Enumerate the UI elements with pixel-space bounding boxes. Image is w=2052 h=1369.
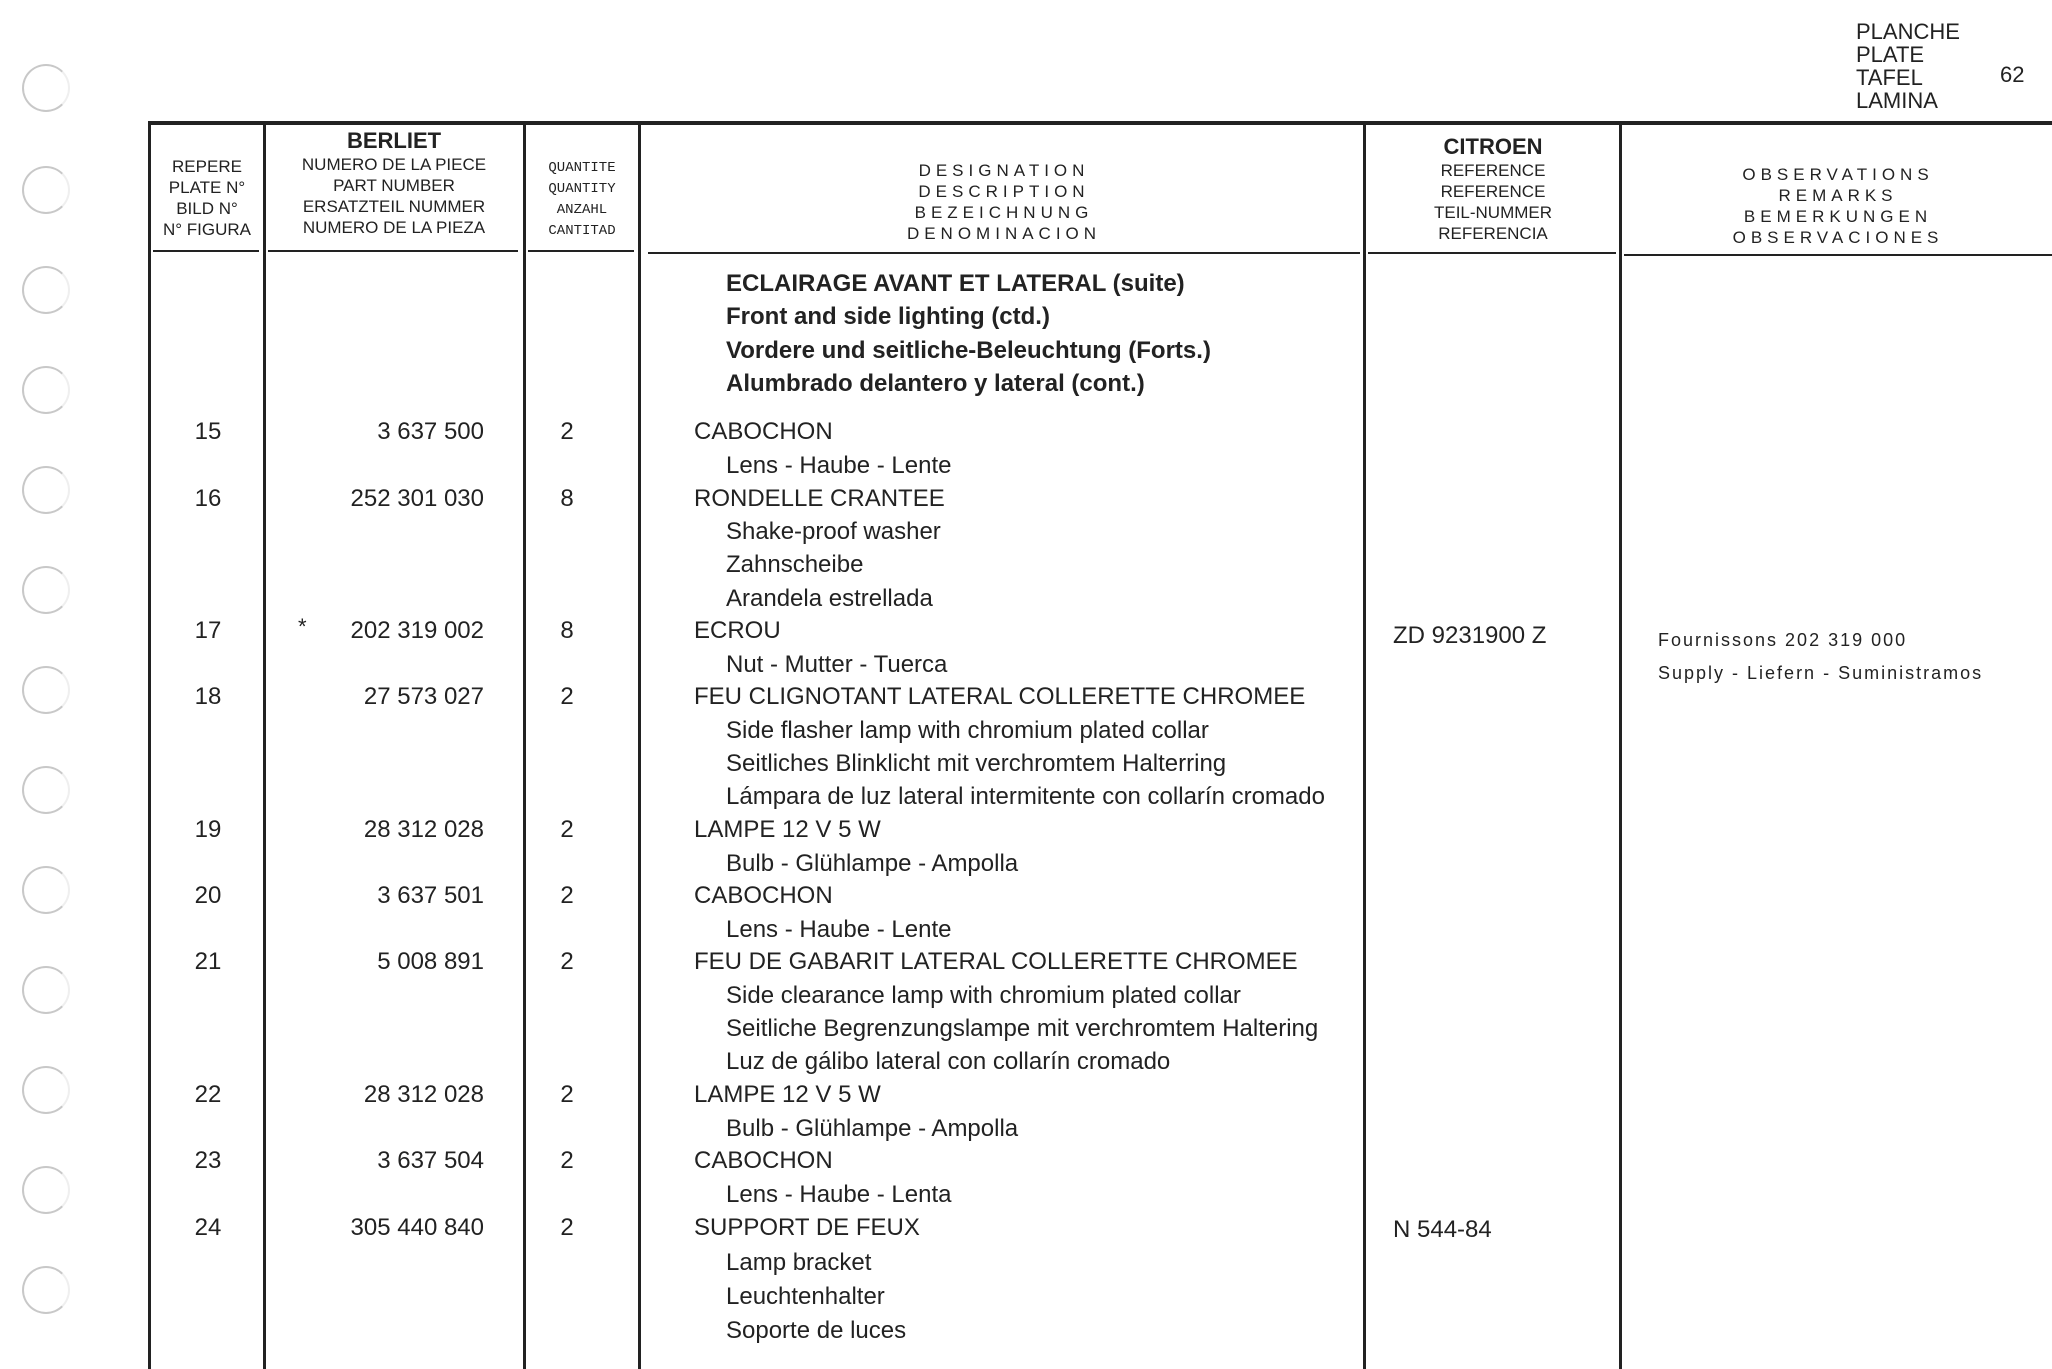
col-rule [638, 121, 641, 1369]
header-text: OBSERVACIONES [1732, 228, 1944, 247]
table-row-translation: Side flasher lamp with chromium plated collar [726, 717, 1209, 744]
table-row-observation: Fournissons 202 319 000 [1658, 630, 1908, 650]
table-row-repere: 23 [194, 1147, 222, 1174]
table-row-designation: RONDELLE CRANTEE [694, 485, 945, 512]
table-row-citroen-ref: ZD 9231900 Z [1393, 622, 1547, 649]
col-rule [523, 121, 526, 1369]
table-row-translation: Leuchtenhalter [726, 1283, 885, 1310]
col-rule [263, 121, 266, 1369]
plate-label-es: LAMINA [1856, 88, 1938, 113]
table-row-designation: SUPPORT DE FEUX [694, 1214, 920, 1241]
table-row-repere: 15 [194, 418, 222, 445]
table-row-translation: Lamp bracket [726, 1249, 872, 1276]
table-row-designation: ECROU [694, 617, 781, 644]
table-row-translation: Lens - Haube - Lente [726, 916, 952, 943]
table-row-part: 28 312 028 [363, 816, 484, 843]
table-row-repere: 18 [194, 683, 222, 710]
table-row-repere: 19 [194, 816, 222, 843]
header-berliet [268, 128, 520, 238]
binder-hole [22, 466, 70, 514]
table-row-translation: Lens - Haube - Lenta [726, 1181, 952, 1208]
table-row-translation: Soporte de luces [726, 1317, 907, 1344]
header-text: PART NUMBER [333, 176, 455, 195]
table-row-citroen-ref: N 544-84 [1393, 1216, 1492, 1243]
table-row-translation: Shake-proof washer [726, 518, 941, 545]
table-row-part: 5 008 891 [377, 948, 484, 975]
binder-hole [22, 666, 70, 714]
section-title-en: Front and side lighting (ctd.) [726, 303, 1050, 330]
header-rule [1368, 252, 1616, 254]
table-row-designation: LAMPE 12 V 5 W [694, 1081, 881, 1108]
table-row-translation: Bulb - Glühlampe - Ampolla [726, 1115, 1019, 1142]
header-rule [268, 250, 518, 252]
table-row-qty: 8 [560, 617, 574, 644]
binder-hole [22, 1166, 70, 1214]
table-row-designation: CABOCHON [694, 418, 833, 445]
col-rule [1619, 121, 1622, 1369]
table-row-translation: Side clearance lamp with chromium plated collar [726, 982, 1241, 1009]
header-designation [648, 160, 1360, 244]
header-rule [153, 250, 259, 252]
plate-label-fr: PLANCHE [1856, 19, 1960, 44]
header-text: BEZEICHNUNG [914, 203, 1094, 222]
table-row-qty: 2 [560, 1081, 574, 1108]
section-title-de: Vordere und seitliche-Beleuchtung (Forts.) [726, 337, 1211, 364]
table-row-designation: CABOCHON [694, 882, 833, 909]
header-text: DENOMINACION [906, 224, 1102, 243]
header-text: PLATE N° [168, 178, 246, 197]
table-row-part: 3 637 504 [377, 1147, 484, 1174]
header-text: QUANTITE [548, 160, 616, 176]
table-row-repere: 16 [194, 485, 222, 512]
header-text: REPERE [172, 157, 242, 176]
table-row-translation: Lens - Haube - Lente [726, 452, 952, 479]
table-row-translation: Nut - Mutter - Tuerca [726, 651, 948, 678]
binder-hole [22, 366, 70, 414]
asterisk-marker: * [298, 614, 307, 639]
header-text: OBSERVATIONS [1742, 165, 1934, 184]
table-row-translation: Seitliches Blinklicht mit verchromtem Halterring [726, 750, 1227, 777]
table-row-designation: FEU CLIGNOTANT LATERAL COLLERETTE CHROMEE [694, 683, 1306, 710]
header-citroen [1368, 134, 1618, 244]
plate-label [1856, 20, 1960, 112]
header-text: ANZAHL [556, 202, 608, 218]
plate-label-de: TAFEL [1856, 65, 1923, 90]
table-row-qty: 2 [560, 948, 574, 975]
table-row-qty: 2 [560, 882, 574, 909]
header-repere [152, 156, 262, 240]
table-row-repere: 24 [194, 1214, 222, 1241]
binder-hole [22, 966, 70, 1014]
table-top-rule [148, 121, 2052, 125]
binder-hole [22, 566, 70, 614]
table-row-repere: 17 [194, 617, 222, 644]
header-citroen-title: CITROEN [1443, 134, 1543, 159]
table-row-part: 305 440 840 [350, 1214, 484, 1241]
col-rule [1363, 121, 1366, 1369]
table-row-qty: 8 [560, 485, 574, 512]
table-row-observation: Supply - Liefern - Suministramos [1658, 663, 1984, 683]
table-row-translation: Seitliche Begrenzungslampe mit verchromtem Haltering [726, 1015, 1319, 1042]
header-text: NUMERO DE LA PIECE [301, 155, 487, 174]
col-rule [148, 121, 151, 1369]
header-text: NUMERO DE LA PIEZA [302, 218, 486, 237]
header-text: BILD N° [176, 199, 238, 218]
header-text: N° FIGURA [162, 220, 252, 239]
binder-hole [22, 866, 70, 914]
header-text: QUANTITY [548, 181, 616, 197]
table-row-translation: Arandela estrellada [726, 585, 933, 612]
table-row-qty: 2 [560, 816, 574, 843]
header-quantity [528, 158, 636, 242]
binder-hole [22, 1266, 70, 1314]
header-text: REFERENCE [1440, 182, 1546, 201]
table-row-translation: Lámpara de luz lateral intermitente con collarín cromado [726, 783, 1325, 810]
header-text: DESCRIPTION [918, 182, 1090, 201]
plate-number: 62 [2000, 62, 2025, 87]
header-observations [1624, 164, 2052, 248]
table-row-part: 202 319 002 [350, 617, 484, 644]
binder-hole [22, 1066, 70, 1114]
table-row-qty: 2 [560, 1147, 574, 1174]
header-rule [648, 252, 1360, 254]
table-row-repere: 20 [194, 882, 222, 909]
header-text: CANTITAD [548, 223, 616, 239]
table-row-qty: 2 [560, 1214, 574, 1241]
header-text: BEMERKUNGEN [1743, 207, 1933, 226]
table-row-part: 28 312 028 [363, 1081, 484, 1108]
binder-hole [22, 166, 70, 214]
section-title-fr: ECLAIRAGE AVANT ET LATERAL (suite) [726, 270, 1185, 297]
table-row-repere: 21 [194, 948, 222, 975]
header-text: REFERENCE [1440, 161, 1546, 180]
binder-hole [22, 766, 70, 814]
table-row-translation: Luz de gálibo lateral con collarín cromado [726, 1048, 1171, 1075]
table-row-designation: FEU DE GABARIT LATERAL COLLERETTE CHROMEE [694, 948, 1298, 975]
table-row-translation: Bulb - Glühlampe - Ampolla [726, 850, 1019, 877]
header-rule [1624, 254, 2052, 256]
header-text: REMARKS [1778, 186, 1898, 205]
binder-hole [22, 266, 70, 314]
table-row-part: 3 637 501 [377, 882, 484, 909]
table-row-qty: 2 [560, 418, 574, 445]
plate-label-en: PLATE [1856, 42, 1925, 67]
header-text: ERSATZTEIL NUMMER [302, 197, 486, 216]
binder-hole [22, 64, 70, 112]
header-text: DESIGNATION [918, 161, 1090, 180]
table-row-part: 27 573 027 [363, 683, 484, 710]
header-text: REFERENCIA [1438, 224, 1548, 243]
header-text: TEIL-NUMMER [1433, 203, 1553, 222]
table-row-designation: LAMPE 12 V 5 W [694, 816, 881, 843]
table-row-repere: 22 [194, 1081, 222, 1108]
table-row-translation: Zahnscheibe [726, 551, 864, 578]
table-row-designation: CABOCHON [694, 1147, 833, 1174]
header-rule [528, 250, 634, 252]
section-title-es: Alumbrado delantero y lateral (cont.) [726, 370, 1145, 397]
table-row-qty: 2 [560, 683, 574, 710]
table-row-part: 3 637 500 [377, 418, 484, 445]
table-row-part: 252 301 030 [350, 485, 484, 512]
binder-holes [22, 0, 82, 1369]
header-berliet-title: BERLIET [346, 128, 442, 153]
